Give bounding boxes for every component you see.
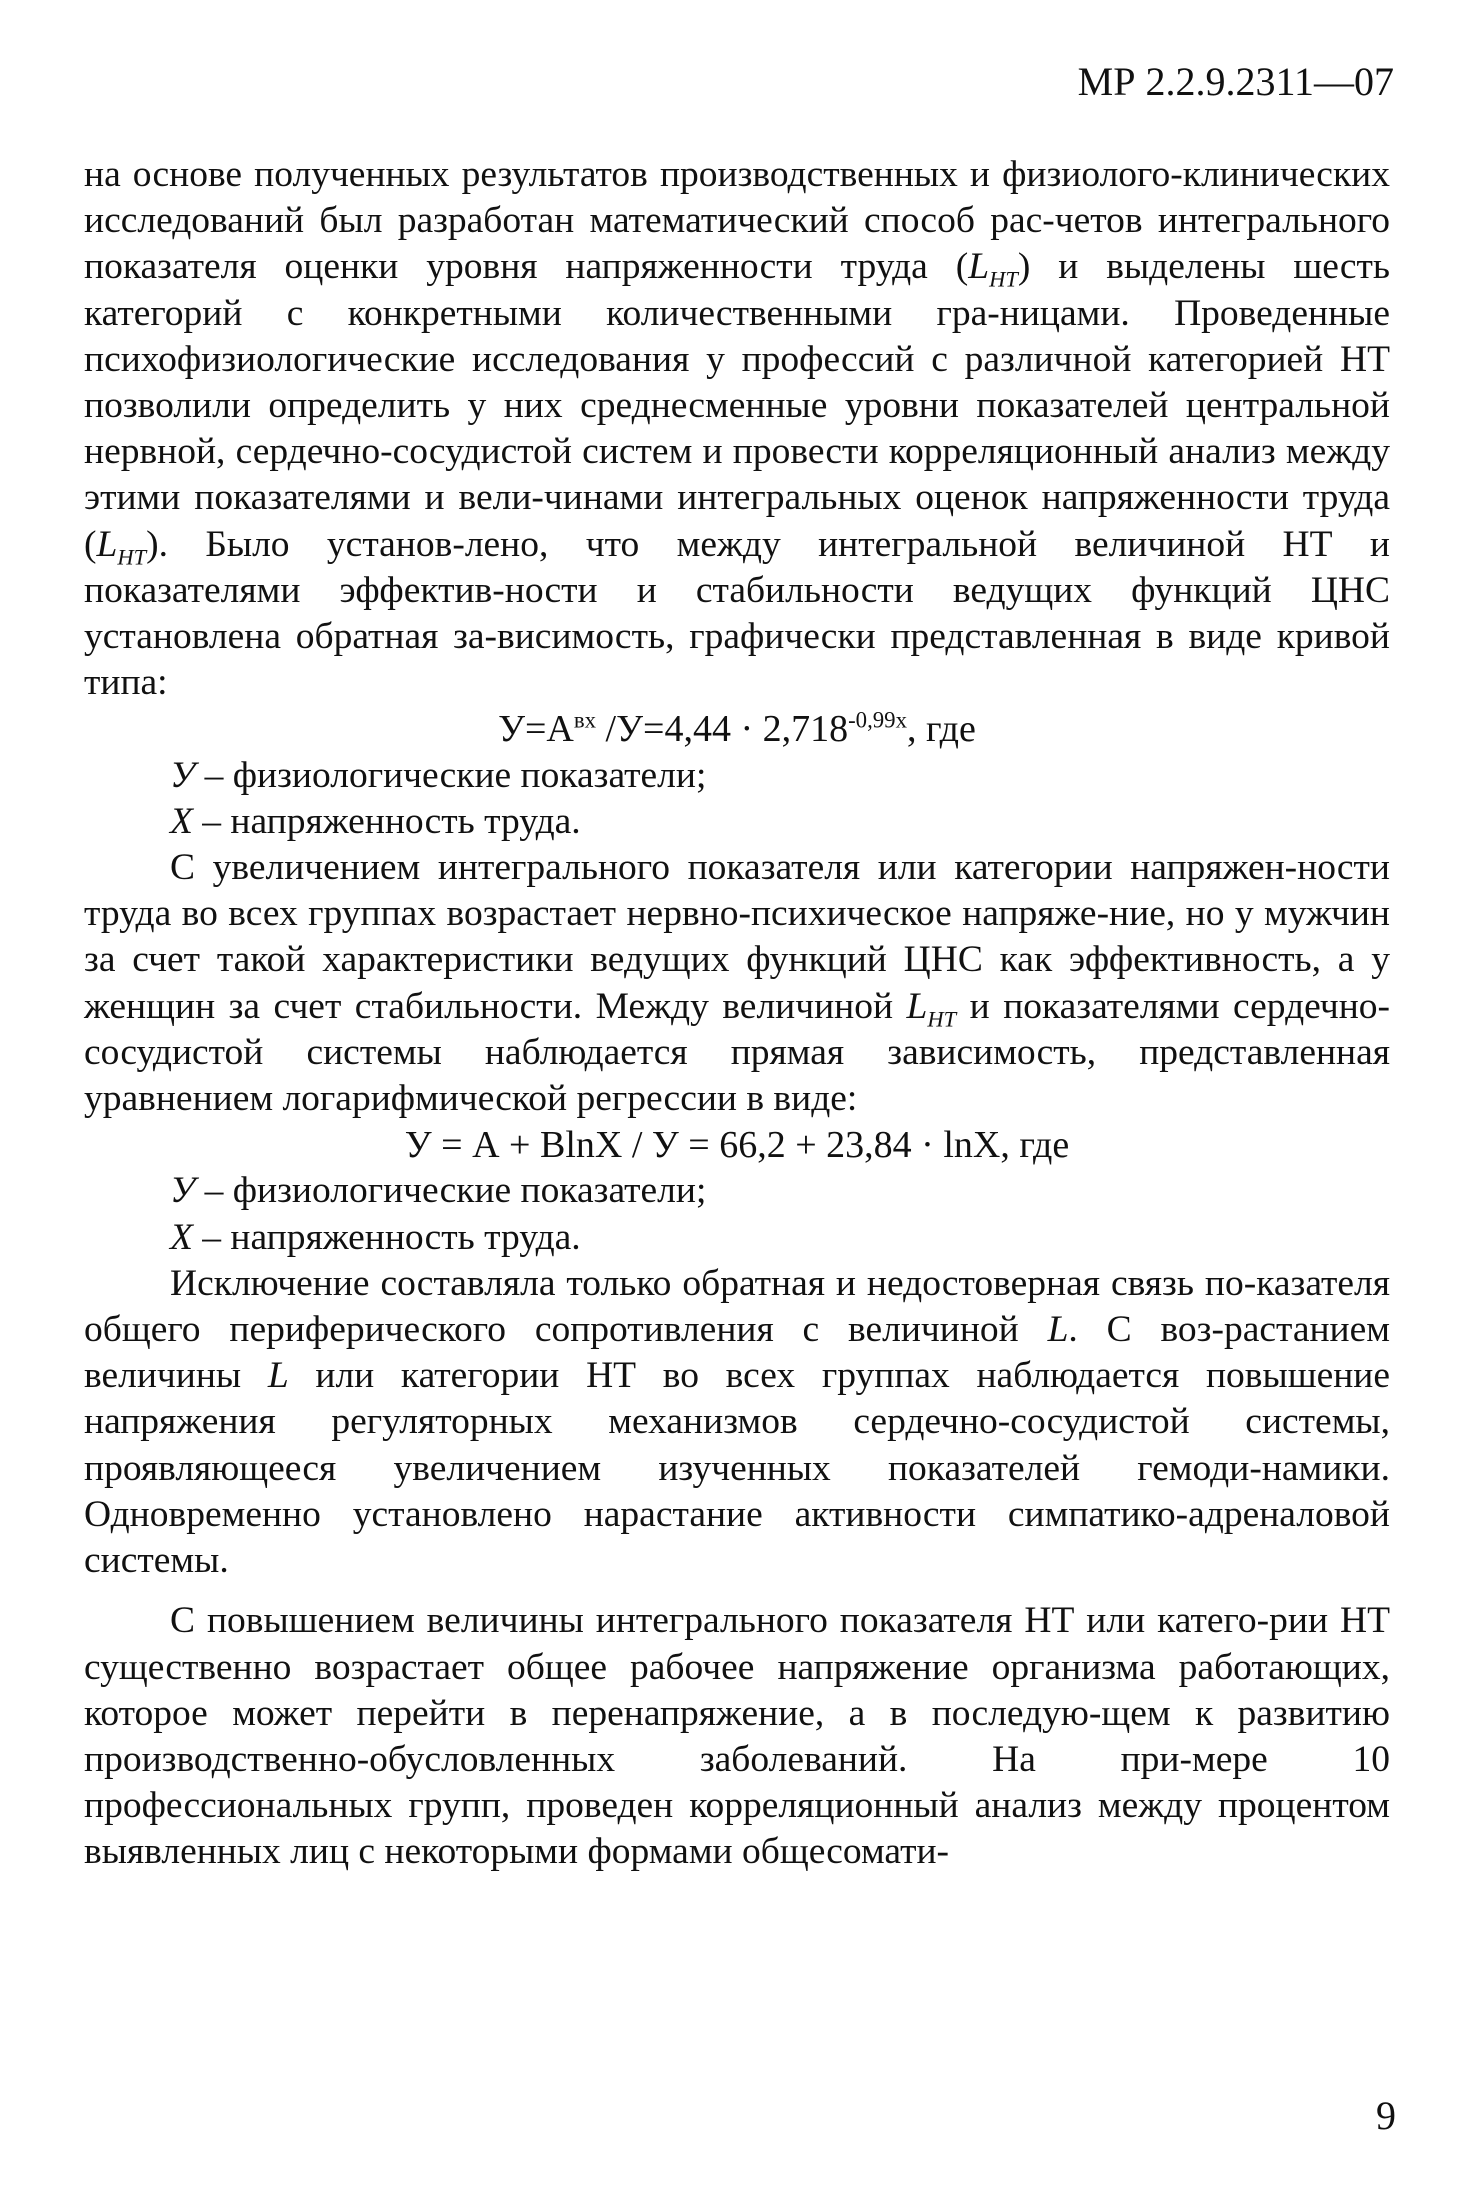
document-code: МР 2.2.9.2311—07 [1077,59,1394,104]
definition-y: У – физиологические показатели; [170,754,707,796]
paragraph-2: С увеличением интегрального показателя или категории напряжен-ности труда во всех группах возрастает нервно-психическое напряже-ние, но у мужчин за счет такой характеристики ведущих функций ЦНС как эффективность, а у женщин за счет стабильности. Между величиной $L_{НТ}$ и показателями сердечно-сосудистой системы наблюдается прямая зависимость, представленная уравнением логарифмической регрессии в виде: [84,847,1391,1120]
definition-x-2: Х – напряженность труда. [170,1216,581,1258]
body-text [84,152,1390,1876]
definition-x: Х – напряженность труда. [170,800,581,842]
paragraph-1: на основе полученных результатов производственных и физиолого-клинических исследований был разработан математический способ рас-четов интегрального показателя оценки уровня напряженности труда $(L_{НТ})$ и выделены шесть категорий с конкретными количественными гра-ницами. Проведенные психофизиологические исследования у профессий с различной категорией НТ позволили определить у них среднесменные уровни показателей центральной нервной, сердечно-сосудистой систем и провести корреляционный анализ между этими показателями и вели-чинами интегральных оценок напряженности труда $(L_{НТ})$. Было установ-лено, что между интегральной величиной НТ и показателями эффектив-ности и стабильности ведущих функций ЦНС установлена обратная за-висимость, графически представленная в виде кривой типа: [84,154,1390,704]
page-number: 9 [1376,2093,1396,2138]
definition-y-2: У – физиологические показатели; [170,1170,707,1212]
formula-logarithmic: У = А + BlnX / У = 66,2 + 23,84 · lnX, где [404,1124,1070,1167]
formula-exponential: $У=А^{вх}$ $/У=4,44 \cdot 2,718^{-0,99х}$, где [498,707,976,751]
paragraph-3: Исключение составляла только обратная и недостоверная связь по-казателя общего периферического сопротивления с величиной L. С воз-растанием величины L или категории НТ во всех группах наблюдается повышение напряжения регуляторных механизмов сердечно-сосудистой системы, проявляющееся увеличением изученных показателей гемоди-намики. Одновременно установлено нарастание активности симпатико-адреналовой системы. [84,1262,1390,1582]
paragraph-4: С повышением величины интегрального показателя НТ или катего-рии НТ существенно возрастает общее рабочее напряжение организма работающих, которое может перейти в перенапряжение, а в последую-щем к развитию производственно-обусловленных заболеваний. На при-мере 10 профессиональных групп, проведен корреляционный анализ между процентом выявленных лиц с некоторыми формами общесомати- [84,1600,1390,1873]
